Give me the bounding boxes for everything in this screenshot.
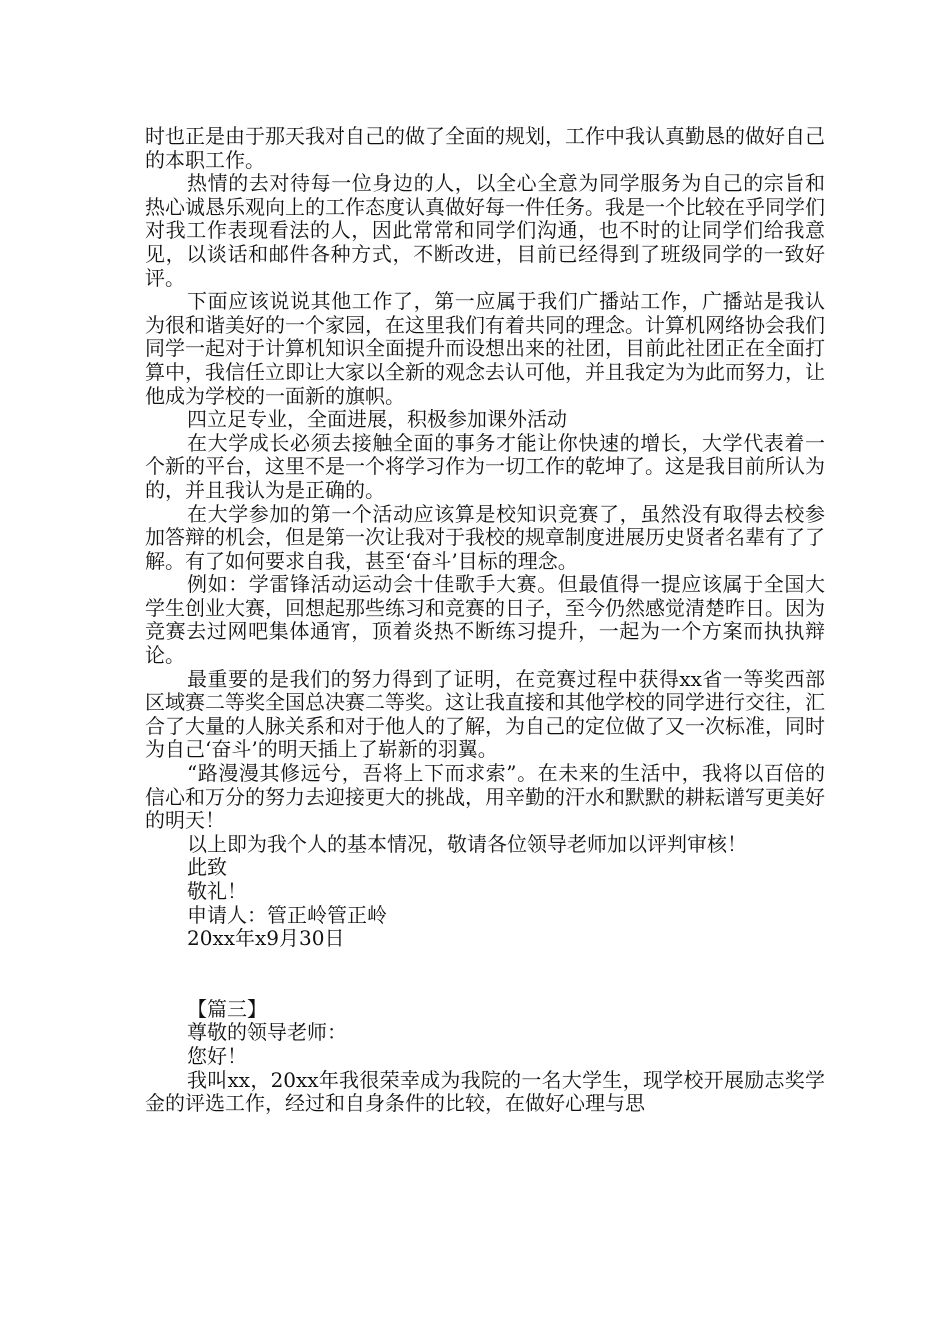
paragraph-first-activity: 在大学参加的第一个活动应该算是校知识竞赛了，虽然没有取得去校参加答辩的机会，但是第一次让我对于我校的规章制度进展历史贤者名辈有了了解。有了如何要求自我，甚至‘奋斗’目标的理念。 — [145, 501, 825, 573]
salutation-line: 尊敬的领导老师： — [187, 1020, 347, 1045]
greeting-line: 您好！ — [187, 1043, 247, 1068]
section-spacer — [145, 951, 825, 998]
section-three-title: 【篇三】 — [187, 996, 267, 1021]
paragraph-growth: 在大学成长必须去接触全面的事务才能让你快速的增长，大学代表着一个新的平台，这里不是一个将学习作为一切工作的乾坤了。这是我目前所认为的，并且我认为是正确的。 — [145, 430, 825, 502]
paragraph-summary: 以上即为我个人的基本情况，敬请各位领导老师加以评判审核！ — [187, 831, 747, 856]
document-page — [145, 125, 825, 1116]
paragraph-quote: “路漫漫其修远兮，吾将上下而求索”。在未来的生活中，我将以百倍的信心和万分的努力去迎接更大的挑战，用辛勤的汗水和默默的耕耘谱写更美好的明天！ — [145, 761, 825, 833]
paragraph-service: 热情的去对待每一位身边的人，以全心全意为同学服务为自己的宗旨和热心诚恳乐观向上的工作态度认真做好每一件任务。我是一个比较在乎同学们对我工作表现看法的人，因此常常和同学们沟通，也不时的让同学们给我意见，以谈话和邮件各种方式，不断改进，目前已经得到了班级同学的一致好评。 — [145, 171, 825, 290]
paragraph-other-work: 下面应该说说其他工作了，第一应属于我们广播站工作，广播站是我认为很和谐美好的一个家园，在这里我们有着共同的理念。计算机网络协会我们同学一起对于计算机知识全面提升而设想出来的社团，目前此社团正在全面打算中，我信任立即让大家以全新的观念去认可他，并且我定为为此而努力，让他成为学校的一面新的旗帜。 — [145, 289, 825, 408]
applicant-line: 申请人：管正岭管正岭 — [187, 902, 387, 927]
paragraph-intro: 我叫xx，20xx年我很荣幸成为我院的一名大学生，现学校开展励志奖学金的评选工作，经过和自身条件的比较，在做好心理与思 — [145, 1067, 825, 1116]
continuation-paragraph: 时也正是由于那天我对自己的做了全面的规划，工作中我认真勤恳的做好自己的本职工作。 — [145, 124, 825, 172]
section-heading-four: 四立足专业，全面进展，积极参加课外活动 — [187, 407, 567, 432]
date-line: 20xx年x9月30日 — [187, 926, 345, 951]
closing-line-1: 此致 — [187, 855, 227, 880]
paragraph-examples: 例如：学雷锋活动运动会十佳歌手大赛。但最值得一提应该属于全国大学生创业大赛，回想起那些练习和竞赛的日子，至今仍然感觉清楚昨日。因为竞赛去过网吧集体通宵，顶着炎热不断练习提升，一起为一个方案而执执辩论。 — [145, 572, 825, 668]
closing-line-2: 敬礼！ — [187, 879, 247, 903]
paragraph-achievement: 最重要的是我们的努力得到了证明，在竞赛过程中获得xx省一等奖西部区域赛二等奖全国总决赛二等奖。这让我直接和其他学校的同学进行交往，汇合了大量的人脉关系和对于他人的了解，为自己的定位做了又一次标准，同时为自己‘奋斗’的明天插上了崭新的羽翼。 — [145, 666, 825, 762]
